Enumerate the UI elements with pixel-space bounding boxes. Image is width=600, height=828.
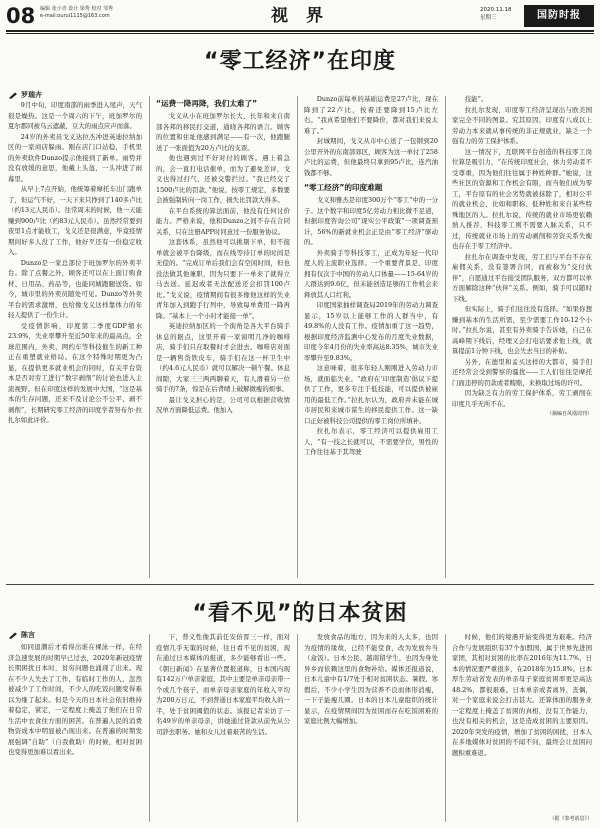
paragraph: 因为缺乏有力的劳工保护体系，劳工剥削在印度几乎无所不在。 (452, 389, 592, 408)
column-divider (297, 634, 298, 822)
paragraph: 英迪拉纳加区的一个街角是各大平台骑手休息的据点，这里开着一家窗明几净的咖啡店，骑手们只在取餐时才会进去。咖啡店对面是一辆售货铁皮车，骑手们在这一杯卫生中（约4.6元人民币）就可以解决一顿午餐。休息间隙，大家三三两两聊着天，有人滑着另一位骑手的7条，惊是在后背晴上破解微瘦的烦事。 (156, 322, 290, 393)
article2-column-3 (304, 632, 438, 822)
paragraph: 9月中旬，印度南部的雨季进入尾声，天气很是燥热。这是一个周六的下午，班加罗尔的夏尔郡同被乌云遮蔽，豆大的雨点应声而落。 (8, 101, 142, 130)
paragraph: 这套体系，虽然他可以挑剔下单，但不接单就会被平台降级，而在线等待订单的时间是无偿的。“完成订单后我们会有空闲时间，但也没法做其他兼职，因为只要下一单来了就得立马去送。延迟或者无法配送还会扣罚100卢比。”戈义说，疫情期间有很多像他这样的失业青年加入到跑手行列中，导致每单费用一降再降。“基本上一个小时才能接一单”。 (156, 238, 290, 320)
paragraph: 下，普义性像其前任安倍晋三一样，面对疫情几乎无策的时候，往日看不见的贫困，现在通过日本媒体的报道，多少能够看出一些。《朝日新闻》在显著位置报道称，日本国内现有142万户单亲家庭，其中主要是单亲母亲带一个或几个孩子，而单亲母亲家庭的年收入平均为200万日元，不到普通日本家庭平均收入的一半，处于贫困阈值的状态。该报记者采访了一名49岁的单亲母亲，讲她通过贷款从前先从公司辞去职务。她和女儿过着艰苦的生活。 (156, 633, 290, 736)
column-divider (445, 96, 446, 578)
editor-credits (40, 6, 113, 20)
article-separator (6, 584, 594, 585)
article2-column-4 (452, 632, 592, 822)
date: 2020.11.18 (480, 7, 512, 13)
masthead-rule (6, 30, 594, 32)
article1-column-3 (304, 94, 438, 578)
paragraph: 这一情况下，互联网平台创造的科技零工岗位算是吸引力，“在传统印度社会，体力劳动者不受尊重，因为他们往往属于种姓种群。”她说，这些社区的资源和工作机会有限，而当他们成为零工，平台原有的社会劣势就被抹除了，相对公平的就业机会，比如和职称、低种姓和来自某些特殊地区的人。拉扎尔说，传统的就业市场更依赖熟人推荐，科技零工则不需要人脉关系，只不过，传统就业市场上的劳动剥削和劳资关系失衡也存在于零工经济中。 (452, 147, 592, 250)
page-number: 08 (6, 4, 36, 28)
article2-byline (8, 630, 35, 640)
paragraph: 发放食品的地方，因为来的人太多，也因为疫情的缘故，已经不能堂食，改为发放弁当（盒饭）。日本公民、越南留学生，也因为身处异乡而依赖这里的食物补给。媒体还报道说，日本儿童中有1/7处于相对贫困状态。暑假、寒假后，不少小学生因为营养不良而体形消瘦，一下子能瘦几圈。日本的日本儿童组织的统计显示，在疫情期间因为贫困而存在吃饭困难的家庭比例大幅增加。 (304, 633, 438, 725)
article1-column-1 (8, 100, 142, 578)
column-divider (297, 96, 298, 578)
paragraph: 拉扎尔表示，零工经济可以提供雇用工人，“有一技之长就可以，不需要学位，男性的工作往往基于其驾驶 (304, 427, 438, 456)
masthead-rule-thin (6, 33, 594, 34)
article2-column-1 (8, 642, 142, 822)
dateline (480, 6, 512, 22)
email-line: e-mail:ourui1115@163.com (40, 13, 110, 19)
paragraph: 外卖骑手等科技零工，正成为年轻一代印度人的主流职业选择。一个重要背景是，印度拥有仅次于中国的劳动人口体量——15-64岁的人群达到9.6亿，但未能创造足够的工作机会来释放其人口红利。 (304, 248, 438, 299)
paragraph: 这意味着，很多年轻人刚刚进入劳动力市场，就面临失业。“政府在‘印度制造’倡议下提供了工作，更多专注于低技能，可以提供被雇用的最低工作。”拉扎尔认为，政府并未能在城市居民和来城市谋生的移民提供工作。这一缺口正好被科技公司提供的零工岗位所填补。 (304, 364, 438, 425)
source-credit: （据《参考消息》） (549, 816, 592, 822)
paragraph: 如同退潮后才看得出谁在裸泳一样，在经济急速发展的时期早已过去，2020年新冠疫情长期困扰日本时，贫穷问题也涌现了出来。现在不少人失去了工作，有临时工作的人，忽然被减少了工作时间，不少人的吃饭问题变得难以为继了起来。但是今天的日本社会依旧维持着稳定，紧定，一定程度上掩盖了他们在日常生活中衣食住方面的困苦。在普遍人民的消费物资成本中明显被凸现出来。在普遍的时期发展强调“自助”（自我救助）的时候，相对贫困也变得更加难以看出来。 (8, 643, 142, 756)
paragraph: 在平台系统的算法面前，他没有任何讨价能力。严格来说，他和Dunzo之间不存在合同关系，只在注册APP时同意过一份服务协议。 (156, 206, 290, 236)
newspaper-logo: 国防时报 (524, 5, 594, 27)
paragraph: 印度国家抽样调查局2019年的劳动力调查显示，15岁以上能够工作的人群当中，有49.8%的人没有工作。疫情加重了这一趋势，根据印度经济监测中心发布的月度失业数据，印度今年4月份的失业率高达8.35%，城市失业率攀升至9.83%。 (304, 301, 438, 362)
paragraph: 技能”。 (464, 95, 488, 103)
article2-column-2 (156, 632, 290, 822)
paragraph: 戈义和雅杰是印度300万个“零工”中的一分子。这个数字和印度5亿劳动力相比微不足道，但据印度咨询公司“现实公平政策”一项调查预计，56%的新就业机会正是由“零工经济”驱动的。 (304, 196, 438, 246)
paragraph: 他也遇到过不好对付的顾客。遇上着急的，会一直打电话催单，而为了避免差评，戈义也得过打气，还被交警拦过。“我已经交了1500卢比的罚款，”他说，按零工规定，多数要会被强制转向一岗工作，损失比罚款大得多。 (156, 154, 290, 204)
paragraph: 封城期间，戈义从市中心送了一包钢到20公里开外的东南部郊区，顾客为这一单付了258卢比的运费，但他最终只拿到95卢比，连汽油钱都不够。 (304, 137, 438, 177)
paragraph: 拉扎尔发现，印度零工经济呈现出与欧美国家完全不同的图景。究其原因，印度有八成以上劳动力本来就从事传统的非正规就业，缺乏一个强有力的劳工保护体系。 (452, 105, 592, 145)
article2-headline: “看不见”的日本贫困 (192, 601, 408, 626)
subheading: “零工经济”的印度难题 (304, 183, 383, 192)
paragraph: 另外，在德里和孟买这样的大都市，骑手们还经常会受到警察的骚扰——工人们往往是摩托门面违停的罚款或者贿赂，来换取过场的许可。 (452, 357, 592, 387)
column-divider (445, 634, 446, 822)
article1-column-2 (156, 94, 290, 578)
paragraph: 但实际上，骑手们往往没有选择。“如果你想赚到基本的生活所需，至少需要工作10-12个小时。”拉扎尔说，甚至有外卖骑手告诉她，自己在高峰期下线后，经理又会打电话要求他上线，就算提前1分钟下线，也会失去当日的补贴。 (452, 305, 592, 355)
author-name: 陈言 (21, 631, 35, 639)
paragraph: 最让戈义担心的是，公司可以根据营收情况单方面降低运费。他加入 (156, 395, 290, 414)
article1-headline: “零工经济”在印度 (204, 49, 396, 74)
article1-column-4 (452, 94, 592, 578)
masthead (6, 4, 594, 30)
subheading: “运费一降再降，我们太难了” (156, 99, 258, 108)
paragraph: 时候，他们的境遇开始变得更为艰难。经济合作与发展组织有37个加盟国，属于世界先进国家团，其相对贫困的比率在2016年为11.7%，日本的情况要严重很多，在2018年为15.8%。日本厚生劳动省发表的单亲母子家庭贫困率更是高达48.2%，都很艰难。日本单亲或者离异、丧偶，对一个家庭来说会打击甚大。还算体面的服务业一定程度上掩盖了贫困的真相，没有工作能力，也没有相关的机会，这是造成贫困的主要原因。2020年突发的疫情，增加了贫困的困扰，日本人在多地媒体对贫困的不闻不问，最终会让贫困问题积重难返。 (452, 633, 592, 757)
column-divider (149, 634, 150, 822)
paragraph: 戈义从小在班加罗尔长大，长年和来自南部各邦的移民打交道，通晓各邦的语言。顾客的位置和住址他感到满足——有一次，他跑腿送了一张面值为20万卢比的支票。 (156, 112, 290, 152)
source-credit: （摘编自凤凰周刊） (546, 411, 592, 417)
pen-icon (8, 632, 18, 639)
author-name: 罗瑞卉 (21, 91, 42, 99)
section-title: 视 界 (271, 6, 329, 26)
editor-line: 编辑 张小青 设计 梁秀 校对 邹秀 (40, 6, 113, 12)
column-divider (149, 96, 150, 578)
weekday: 星期三 (480, 15, 497, 21)
paragraph: Dunzo是一家总部位于班加罗尔的外卖平台。除了点餐之外，顾客还可以在上面订购食材、日用品、药品等，也能同城跑腿送货。如今，城市里的外卖员随处可见。Dunzo等外卖平台的需求激增，也给像戈义这样靠体力的年轻人提供了一份生计。 (8, 258, 142, 319)
paragraph: 拉扎尔在调查中发现，劳工们与平台不存在雇佣关系，没有签署合同，而被称为“交付伙伴”，自愿通过平台接受团队服务，双方都可以单方面解除这种“伙伴”关系。例如，骑手可以随时下线。 (452, 252, 592, 303)
article1-byline (8, 90, 42, 100)
paragraph: 从早上7点开始，他统筹着摩托车出门跑单了，但运气不好，一天下来只挣到了140多卢比（约13元人民币）。往常周末的时候，他一天能赚到900卢比（约83元人民币）。虽然经常要到夜里1点才能收工，戈义还是很满意，毕竟疫情期间好多人没了工作，他好歹还有一份稳定收入。 (8, 185, 142, 256)
paragraph: 24岁的外卖员戈义达拉杰冲进英迪拉纳加区的一家商店躲雨。刚在店门口站稳，手机里的外卖软件Dunzo提示他接到了新单。雨势并没有放缓的意思，他戴上头盔，一头冲进了雨幕里。 (8, 132, 142, 183)
paragraph: Dunzo前每单的基础运费是27卢比，现在降到了22卢比，按着还要降到15卢比左右。“我真希望他们不要降价，都对我们来说太难了。” (304, 95, 438, 135)
pen-icon (8, 92, 18, 99)
paragraph: 受疫情影响，印度第二季度GDP缩水23.9%，失业率攀升至近50年来的最高点，全球范围内，外卖、网约车等科技催生的新工种正在重塑就业格局。在这个特殊时期更为凸显，在提供更多就业机会的同时，有关平台资本是否对劳工进行“数字剥削”的讨论也进入主流视野。但在印度这样的发展中大国，“这是基本的生存问题，还来不及讨论公不公平、剥不剥削”，长期研究零工经济的印度学者努布尔·拉扎尔如此评价。 (8, 321, 142, 424)
